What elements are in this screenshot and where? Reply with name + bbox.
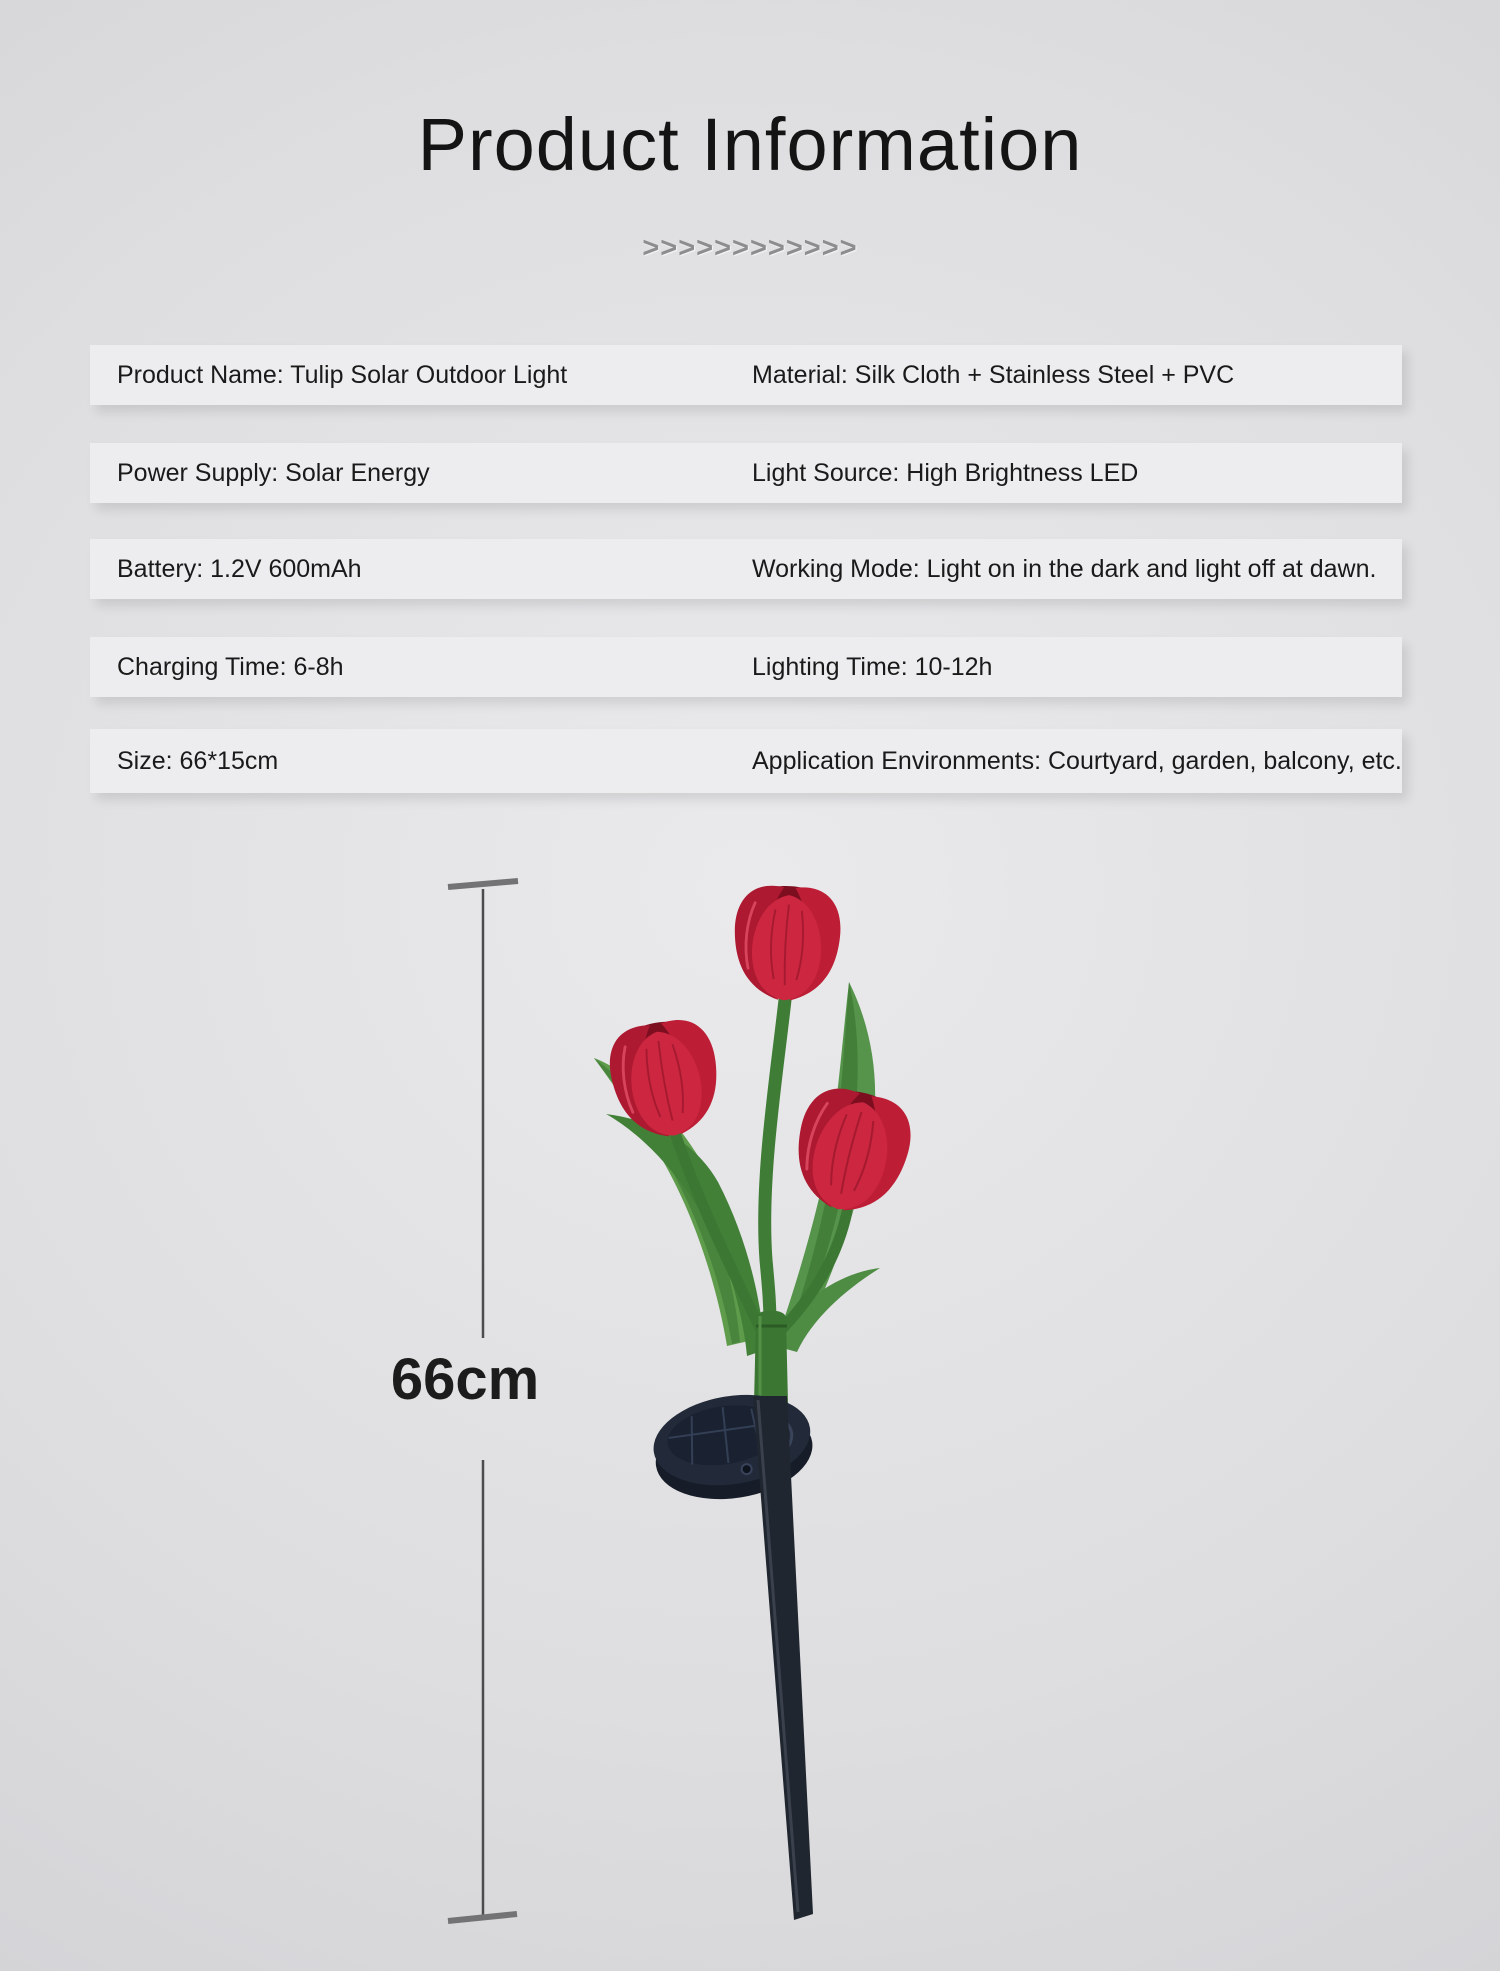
spec-working-mode: Working Mode: Light on in the dark and light off at dawn. (752, 554, 1377, 583)
spec-row-2 (90, 443, 1402, 503)
spec-row-5 (90, 729, 1402, 793)
spec-row-1 (90, 345, 1402, 405)
tulip-top (731, 883, 842, 1003)
ground-stake (753, 1396, 813, 1920)
spec-row-3 (90, 539, 1402, 599)
tulip-right (784, 1080, 920, 1222)
spec-lighting-time: Lighting Time: 10-12h (752, 652, 993, 681)
spec-battery: Battery: 1.2V 600mAh (117, 554, 362, 583)
chevrons-divider-icon: >>>>>>>>>>>> (642, 232, 858, 264)
page-title: Product Information (417, 103, 1083, 186)
measurement-label: 66cm (390, 1347, 540, 1412)
spec-power-supply: Power Supply: Solar Energy (117, 458, 430, 487)
tulip-left (603, 1014, 727, 1145)
spec-product-name: Product Name: Tulip Solar Outdoor Light (117, 360, 568, 389)
spec-row-4 (90, 637, 1402, 697)
stem-sleeve (754, 1311, 788, 1405)
spec-material: Material: Silk Cloth + Stainless Steel + PVC (752, 360, 1235, 389)
spec-charging-time: Charging Time: 6-8h (117, 652, 344, 681)
spec-size: Size: 66*15cm (117, 746, 279, 775)
solar-panel (647, 1384, 819, 1509)
spec-light-source: Light Source: High Brightness LED (752, 458, 1139, 487)
spec-application: Application Environments: Courtyard, garden, balcony, etc. (752, 746, 1402, 775)
